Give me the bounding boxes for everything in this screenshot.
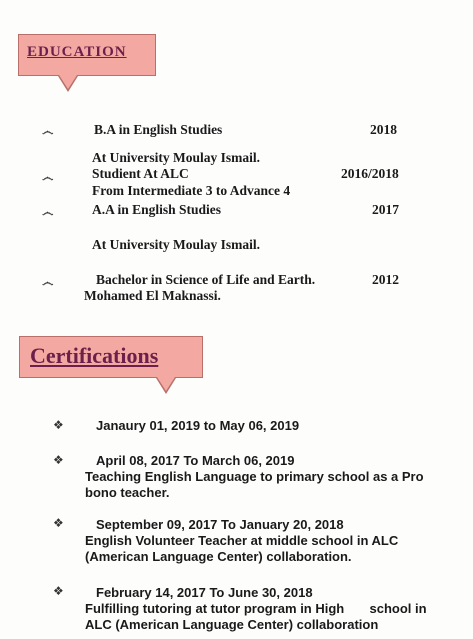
education-detail: Mohamed El Maknassi.: [84, 288, 221, 303]
education-heading-callout: [18, 34, 156, 76]
diamond-bullet-icon: ❖: [53, 418, 64, 432]
diamond-bullet-icon: ❖: [53, 453, 64, 467]
education-detail: From Intermediate 3 to Advance 4: [92, 183, 291, 198]
scroll-bullet-icon: ෴: [42, 275, 54, 289]
certification-description-line: Fulfilling tutoring at tutor program in High school in: [85, 601, 427, 616]
certification-date-range: February 14, 2017 To June 30, 2018: [96, 585, 313, 600]
education-heading: EDUCATION: [27, 44, 127, 60]
certification-description-line: Teaching English Language to primary school as a Pro: [85, 469, 424, 484]
certification-description-line: bono teacher.: [85, 485, 170, 500]
scroll-bullet-icon: ෴: [42, 170, 54, 184]
scroll-bullet-icon: ෴: [42, 205, 54, 219]
callout-pointer: [59, 75, 77, 89]
certification-date-range: April 08, 2017 To March 06, 2019: [96, 453, 295, 468]
certifications-heading: Certifications: [30, 343, 159, 368]
certification-description-line: (American Language Center) collaboration.: [85, 549, 352, 564]
certification-date-range: Janaury 01, 2019 to May 06, 2019: [96, 418, 300, 433]
certification-description-line: ALC (American Language Center) collaboration: [85, 617, 379, 632]
education-title: B.A in English Studies: [94, 122, 223, 137]
education-date: 2017: [372, 202, 399, 217]
education-title: A.A in English Studies: [92, 202, 222, 217]
certification-date-range: September 09, 2017 To January 20, 2018: [96, 517, 344, 532]
diamond-bullet-icon: ❖: [53, 584, 64, 598]
education-title: Studient At ALC: [92, 166, 189, 181]
education-detail: At University Moulay Ismail.: [92, 150, 260, 165]
callout-pointer: [157, 377, 175, 391]
education-date: 2016/2018: [341, 166, 399, 181]
certification-description-line: English Volunteer Teacher at middle school in ALC: [85, 533, 399, 548]
certifications-heading-callout: [19, 336, 203, 378]
education-detail: At University Moulay Ismail.: [92, 237, 260, 252]
education-title: Bachelor in Science of Life and Earth.: [96, 272, 316, 287]
scroll-bullet-icon: ෴: [42, 124, 54, 138]
education-date: 2018: [370, 122, 397, 137]
education-date: 2012: [372, 272, 399, 287]
diamond-bullet-icon: ❖: [53, 516, 64, 530]
